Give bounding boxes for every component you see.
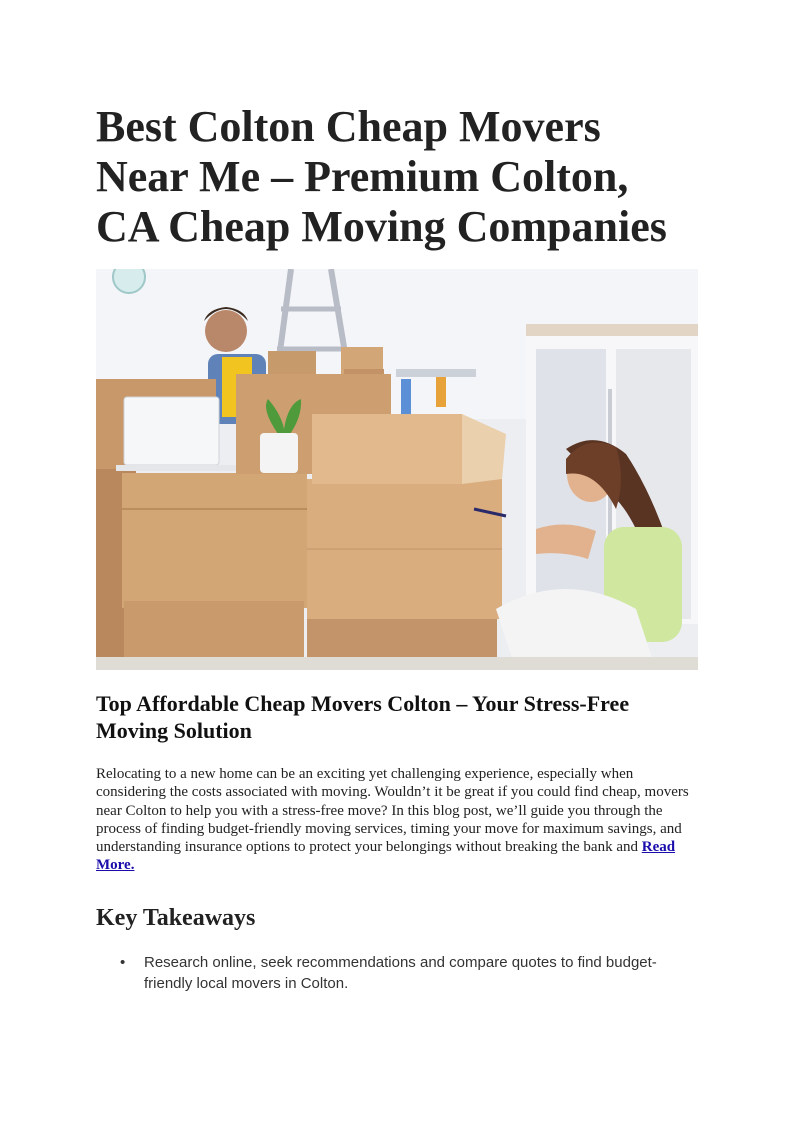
page-title: Best Colton Cheap Movers Near Me – Premium Colton, CA Cheap Moving Companies bbox=[96, 102, 667, 251]
section-subtitle: Top Affordable Cheap Movers Colton – Your Stress-Free Moving Solution bbox=[96, 691, 630, 743]
bullet-icon: • bbox=[120, 954, 126, 971]
intro-paragraph bbox=[96, 765, 700, 875]
read-more-link[interactable]: Read More. bbox=[96, 839, 676, 874]
hero-image bbox=[96, 269, 698, 670]
intro-text: Relocating to a new home can be an exciting yet challenging experience, especially when considering the costs associated with moving. Wouldn’t it be great if you could find cheap, movers near Colton to help you with a stress-free move? In this blog post, we’ll guide you through the process of finding budget-friendly moving services, timing your move for maximum savings, and understanding insurance options to protect your belongings without breaking the bank and bbox=[96, 766, 689, 856]
moving-boxes-illustration bbox=[96, 269, 698, 670]
key-takeaways-heading: Key Takeaways bbox=[96, 905, 256, 931]
list-item bbox=[96, 952, 700, 994]
list-item-text: Research online, seek recommendations and compare quotes to find budget-friendly local movers in Colton. bbox=[144, 954, 657, 992]
takeaways-list bbox=[96, 952, 700, 994]
